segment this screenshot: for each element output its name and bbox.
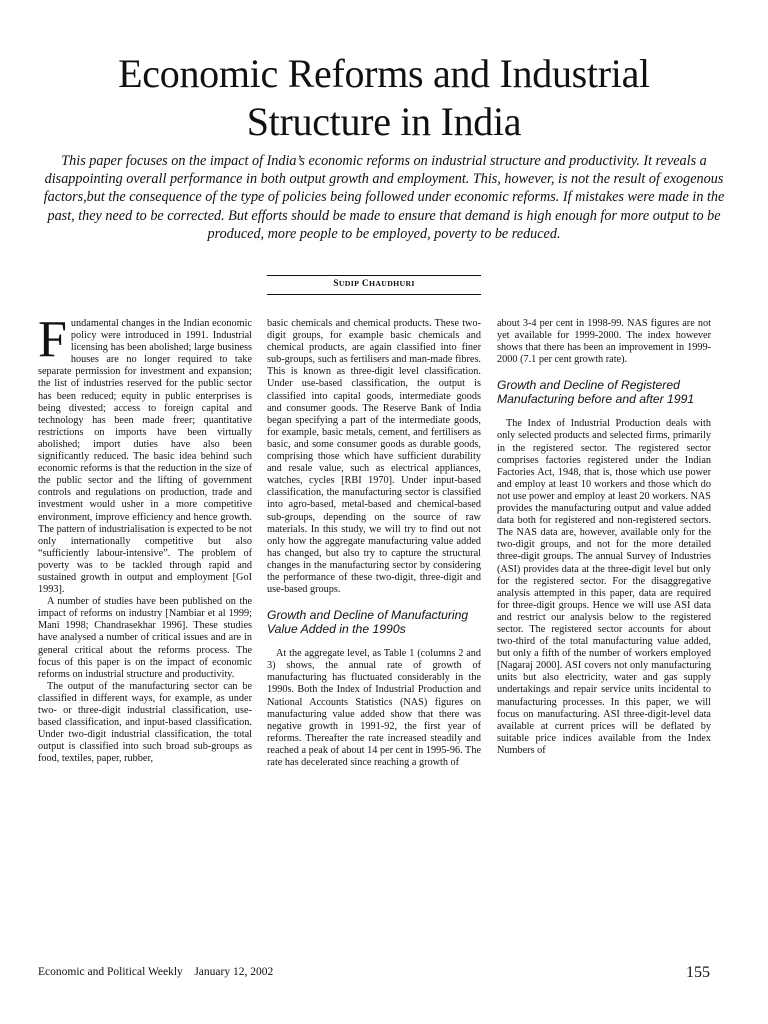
column-3 xyxy=(497,318,711,950)
column-1 xyxy=(38,318,252,950)
author-initial-first: S xyxy=(333,279,339,289)
author-rule-top xyxy=(267,275,481,276)
footer-journal-info xyxy=(38,966,273,978)
col1-paragraph-1-text: undamental changes in the Indian economic policy were introduced in 1991. Industrial licensing has been abolished; large business houses are no longer required to take separate permission for investment and expansion; the list of industries reserved for the public sector has been reduced; equity in public enterprises is being divested; access to foreign capital and technology has been made freer; quantitative restrictions on imports have been virtually abolished; import duties have also been significantly reduced. The basic idea behind such economic reforms is that the reduction in the size of the public sector and the lifting of government controls and regulations on production, trade and investment would usher in a more competitive environment, improve efficiency and hence growth. The pattern of industrialisation is expected to be not only internationally competitive but also “sufficiently labour-intensive”. The problem of poverty was to be tackled through rapid and sustained growth in output and employment [GoI 1993]. xyxy=(38,318,252,596)
drop-cap: F xyxy=(38,318,67,368)
col1-paragraph-3: The output of the manufacturing sector can be classified in different ways, for example, as under two- or three-digit industrial classification, use-based classification, and input-based classification. Under two-digit industrial classification, the total output is classified into such broad sub-groups as food, textiles, paper, rubber, xyxy=(38,680,252,765)
col3-subheading: Growth and Decline of Registered Manufacturing before and after 1991 xyxy=(497,378,695,407)
author-rule-bottom xyxy=(267,294,481,295)
article-title-line-2: Structure in India xyxy=(246,99,522,144)
col2-paragraph-2: At the aggregate level, as Table 1 (columns 2 and 3) shows, the annual rate of growth of manufacturing has fluctuated considerably in the 1990s. Both the Index of Industrial Production and National Accounts Statistics (NAS) figures on manufacturing value added show that there was negative growth in 1991-92, the first year of reforms. Thereafter the rate increased steadily and reached a peak of about 14 per cent in 1995-96. The rate has decelerated since reaching a growth of xyxy=(267,648,481,768)
article-title xyxy=(0,50,768,146)
author-rest-first: UDIP xyxy=(338,279,360,288)
author-rest-last: HAUDHURI xyxy=(369,279,415,288)
footer-date: January 12, 2002 xyxy=(194,966,274,978)
col3-paragraph-1: about 3-4 per cent in 1998-99. NAS figures are not yet available for 1999-2000. The index however shows that there has been an improvement in 1999-2000 (7.1 per cent growth rate). xyxy=(497,318,711,366)
article-title-line-1: Economic Reforms and Industrial xyxy=(118,51,650,96)
col2-paragraph-1: basic chemicals and chemical products. These two-digit groups, for example basic chemicals and chemical products, are again classified into finer sub-groups, such as fertilisers and man-made fibres. This is known as three-digit level classification. Under use-based classification, the output is classified into capital goods, intermediate goods and consumer goods. The Reserve Bank of India began specifying a part of the intermediate goods, for example, basic metals, cement, and fertilisers as basic, and some consumer goods as durable goods, comprising those which have sufficient durability and resale value, such as electrical appliances, watches, cycles [RBI 1970]. Under input-based classification, the manufacturing sector is classified into agro-based, metal-based and chemical-based sub-groups, depending on the source of raw materials. In this study, we will try to find out not only how the aggregate manufacturing value added has changed, but also try to capture the structural changes in the manufacturing sector by considering the performance of these two-digit, three-digit and use-based groups. xyxy=(267,318,481,596)
col2-subheading: Growth and Decline of Manufacturing Value Added in the 1990s xyxy=(267,608,469,637)
author-name xyxy=(267,279,481,289)
page-number: 155 xyxy=(686,964,710,981)
col3-paragraph-2: The Index of Industrial Production deals with only selected products and selected firms, primarily in the registered sector. The registered sector comprises factories registered under the Indian Factories Act, 1948, that is, those which use power and employ at least 10 workers and those which do not use power and employ at least 20 workers. NAS provides the manufacturing output and value added data both for registered and non-registered sectors. The NAS data are, however, available only for the two-digit groups, and not for the more detailed three-digit groups. The annual Survey of Industries (ASI) provides data at the three-digit level but only for the registered sector. For the disaggregative analysis attempted in this paper, data are required for three-digit groups. Hence we will use ASI data and restrict our analysis below to the registered sector. The registered sector accounts for about two-third of the total manufacturing value added, but only a fifth of the number of workers employed [Nagaraj 2000]. ASI covers not only manufacturing units but also electricity, water and gas supply undertakings and repair service units incidental to manufacturing processes. In this paper, we will focus on manufacturing. ASI three-digit-level data available at current prices will be deflated by suitable price indices available from the Index Numbers of xyxy=(497,418,711,756)
abstract: This paper focuses on the impact of India’s economic reforms on industrial structure and productivity. It reveals a disappointing overall performance in both output growth and employment. This, however, is not the result of exogenous factors,but the consequence of the type of policies being followed under economic reforms. If mistakes were made in the past, they need to be corrected. But efforts should be made to ensure that demand is high enough for more output to be produced, more people to be employed, poverty to be reduced. xyxy=(43,153,725,242)
col1-paragraph-1 xyxy=(38,318,252,596)
column-2 xyxy=(267,318,481,950)
footer-journal: Economic and Political Weekly xyxy=(38,966,183,978)
col1-paragraph-2: A number of studies have been published on the impact of reforms on industry [Nambiar et al 1999; Mani 1998; Chandrasekhar 1996]. These studies have analysed a number of critical issues and are in general critical about the reforms process. The focus of this paper is on the impact of economic reforms on industrial structure and productivity. xyxy=(38,596,252,680)
author-initial-last: C xyxy=(361,279,369,289)
